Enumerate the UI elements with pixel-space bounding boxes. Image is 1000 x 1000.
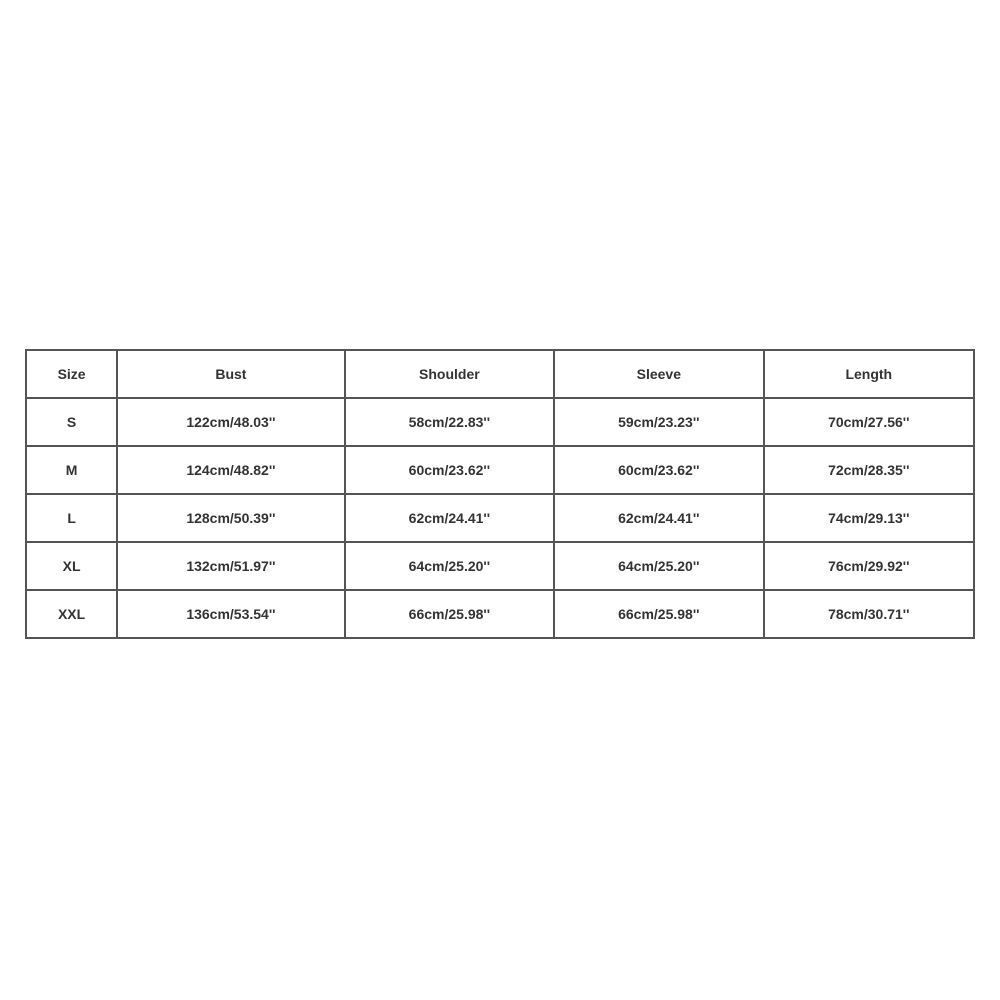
cell-sleeve: 62cm/24.41''	[554, 494, 763, 542]
header-shoulder: Shoulder	[345, 350, 554, 398]
header-sleeve: Sleeve	[554, 350, 763, 398]
table-row	[26, 494, 974, 542]
table-row	[26, 446, 974, 494]
table-row	[26, 590, 974, 638]
cell-shoulder: 58cm/22.83''	[345, 398, 554, 446]
header-bust: Bust	[117, 350, 344, 398]
cell-sleeve: 60cm/23.62''	[554, 446, 763, 494]
header-size: Size	[26, 350, 117, 398]
cell-shoulder: 62cm/24.41''	[345, 494, 554, 542]
header-row	[26, 350, 974, 398]
cell-length: 70cm/27.56''	[764, 398, 974, 446]
cell-size: M	[26, 446, 117, 494]
cell-bust: 128cm/50.39''	[117, 494, 344, 542]
cell-bust: 122cm/48.03''	[117, 398, 344, 446]
table-row	[26, 398, 974, 446]
header-length: Length	[764, 350, 974, 398]
cell-bust: 132cm/51.97''	[117, 542, 344, 590]
size-chart-table	[25, 349, 975, 639]
cell-size: S	[26, 398, 117, 446]
cell-sleeve: 64cm/25.20''	[554, 542, 763, 590]
cell-shoulder: 66cm/25.98''	[345, 590, 554, 638]
cell-size: XXL	[26, 590, 117, 638]
cell-length: 72cm/28.35''	[764, 446, 974, 494]
cell-sleeve: 66cm/25.98''	[554, 590, 763, 638]
table-row	[26, 542, 974, 590]
cell-shoulder: 64cm/25.20''	[345, 542, 554, 590]
cell-length: 74cm/29.13''	[764, 494, 974, 542]
cell-size: XL	[26, 542, 117, 590]
cell-length: 76cm/29.92''	[764, 542, 974, 590]
cell-length: 78cm/30.71''	[764, 590, 974, 638]
cell-sleeve: 59cm/23.23''	[554, 398, 763, 446]
cell-bust: 136cm/53.54''	[117, 590, 344, 638]
cell-shoulder: 60cm/23.62''	[345, 446, 554, 494]
cell-bust: 124cm/48.82''	[117, 446, 344, 494]
cell-size: L	[26, 494, 117, 542]
